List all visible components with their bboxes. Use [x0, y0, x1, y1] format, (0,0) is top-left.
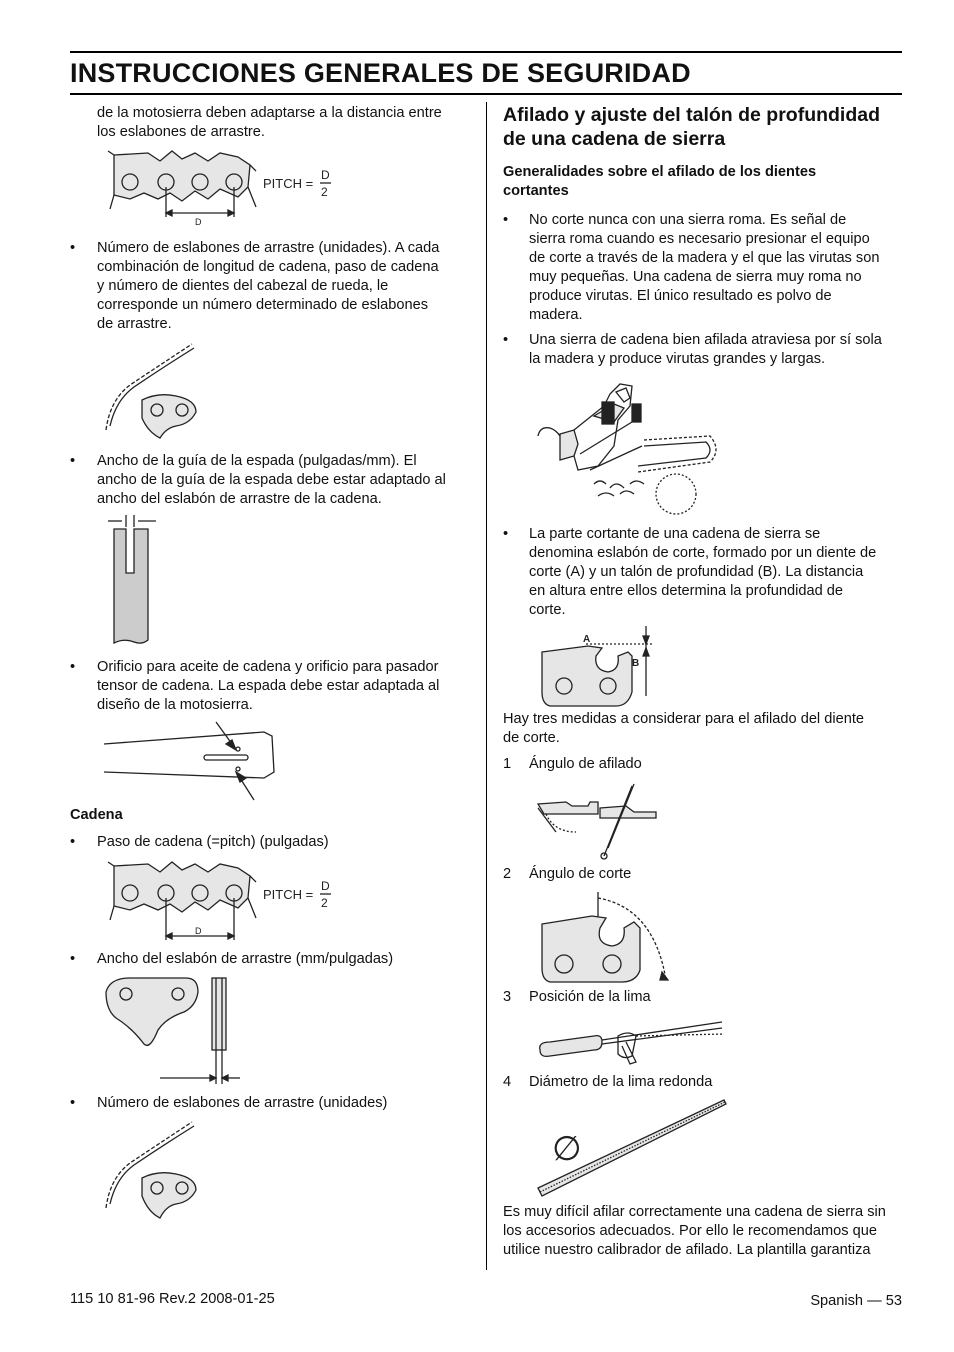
bullet-symbol: •: [503, 526, 509, 542]
item-1-label: Ángulo de afilado: [529, 756, 642, 772]
bar-groove-diagram: [108, 515, 158, 650]
section-subheading: Generalidades sobre el afilado de los dientes cortantes: [503, 164, 817, 199]
bullet-symbol: •: [70, 240, 76, 256]
bullet-drive-link-count: Número de eslabones de arrastre (unidades): [97, 1095, 388, 1111]
pitch-numerator: D: [321, 168, 330, 182]
pitch-diagram-1: [100, 147, 340, 232]
item-4-number: 4: [503, 1074, 512, 1090]
item-2-label: Ángulo de corte: [529, 866, 632, 882]
cutter-depth-diagram: [536, 626, 666, 712]
d-label: D: [195, 217, 202, 227]
chainsaw-cutting-diagram: [534, 376, 724, 516]
bullet-dull-chain: No corte nunca con una sierra roma. Es señal de sierra roma cuando es necesario presionar el equipo de corte a través de la madera y el que las virutas son muy pequeñas. Una cadena de sierra muy roma no produce virutas. El único resultado es polvo de madera.: [529, 212, 880, 323]
bullet-symbol: •: [70, 834, 76, 850]
drive-link-width-diagram: [100, 972, 250, 1087]
diameter-symbol: ∅: [552, 1130, 582, 1168]
bullet-symbol: •: [70, 951, 76, 967]
bullet-drive-links: Número de eslabones de arrastre (unidades). A cada combinación de longitud de cadena, paso de cadena y número de dientes del cabezal de rueda, le corresponde un número determinado de eslabones de arrastre.: [97, 240, 440, 332]
bullet-symbol: •: [70, 1095, 76, 1111]
bar-oil-hole-diagram: [104, 722, 279, 802]
bullet-symbol: •: [70, 453, 76, 469]
section-heading: Afilado y ajuste del talón de profundidad de una cadena de sierra: [503, 104, 881, 150]
pitch-diagram-2: [100, 858, 340, 943]
chain-links-diagram-1: [100, 340, 210, 440]
bullet-bar-groove: Ancho de la guía de la espada (pulgadas/mm). El ancho de la guía de la espada debe estar adaptado al ancho del eslabón de arrastre de la cadena.: [97, 453, 446, 507]
measures-intro: Hay tres medidas a considerar para el afilado del diente de corte.: [503, 711, 864, 746]
pitch-numerator: D: [321, 879, 330, 893]
pitch-label: PITCH =: [263, 176, 314, 191]
chain-links-diagram-2: [100, 1118, 210, 1228]
item-4-label: Diámetro de la lima redonda: [529, 1074, 713, 1090]
bullet-cutting-link: La parte cortante de una cadena de sierra se denomina eslabón de corte, formado por un diente de corte (A) y un talón de profundidad (B). La distancia en altura entre ellos determina la profundidad de corte.: [529, 526, 877, 618]
item-2-number: 2: [503, 866, 512, 882]
item-3-number: 3: [503, 989, 512, 1005]
footer-doc-number: 115 10 81-96 Rev.2 2008-01-25: [70, 1291, 275, 1307]
item-3-label: Posición de la lima: [529, 989, 651, 1005]
header-rule-top: [70, 51, 902, 53]
pitch-denominator: 2: [321, 185, 328, 199]
chain-heading: Cadena: [70, 807, 123, 823]
cutting-angle-diagram: [536, 888, 676, 988]
item-1-number: 1: [503, 756, 512, 772]
file-position-diagram: [536, 1012, 728, 1070]
bullet-drive-link-width: Ancho del eslabón de arrastre (mm/pulgadas): [97, 951, 394, 967]
file-diameter-diagram: [536, 1098, 728, 1198]
bullet-symbol: •: [503, 212, 509, 228]
closing-text: Es muy difícil afilar correctamente una cadena de sierra sin los accesorios adecuados. Por ello le recomendamos que utilice nuestro calibrador de afilado. La plantilla garantiza: [503, 1204, 886, 1258]
pitch-label: PITCH =: [263, 887, 314, 902]
bullet-chain-pitch: Paso de cadena (=pitch) (pulgadas): [97, 834, 329, 850]
label-a: A: [583, 634, 591, 645]
bullet-symbol: •: [503, 332, 509, 348]
bullet-symbol: •: [70, 659, 76, 675]
header-rule-bottom: [70, 93, 902, 95]
bullet-sharp-chain: Una sierra de cadena bien afilada atraviesa por sí sola la madera y produce virutas grandes y largas.: [529, 332, 882, 367]
d-label: D: [195, 926, 202, 936]
column-divider: [486, 102, 487, 1270]
sharpening-angle-diagram: [536, 778, 666, 862]
label-b: B: [632, 658, 640, 669]
footer-page-number: Spanish — 53: [810, 1293, 902, 1309]
page-title: INSTRUCCIONES GENERALES DE SEGURIDAD: [70, 58, 691, 88]
pitch-denominator: 2: [321, 896, 328, 910]
intro-text: de la motosierra deben adaptarse a la distancia entre los eslabones de arrastre.: [97, 105, 442, 140]
bullet-oil-hole: Orificio para aceite de cadena y orificio para pasador tensor de cadena. La espada debe estar adaptada al diseño de la motosierra.: [97, 659, 440, 713]
